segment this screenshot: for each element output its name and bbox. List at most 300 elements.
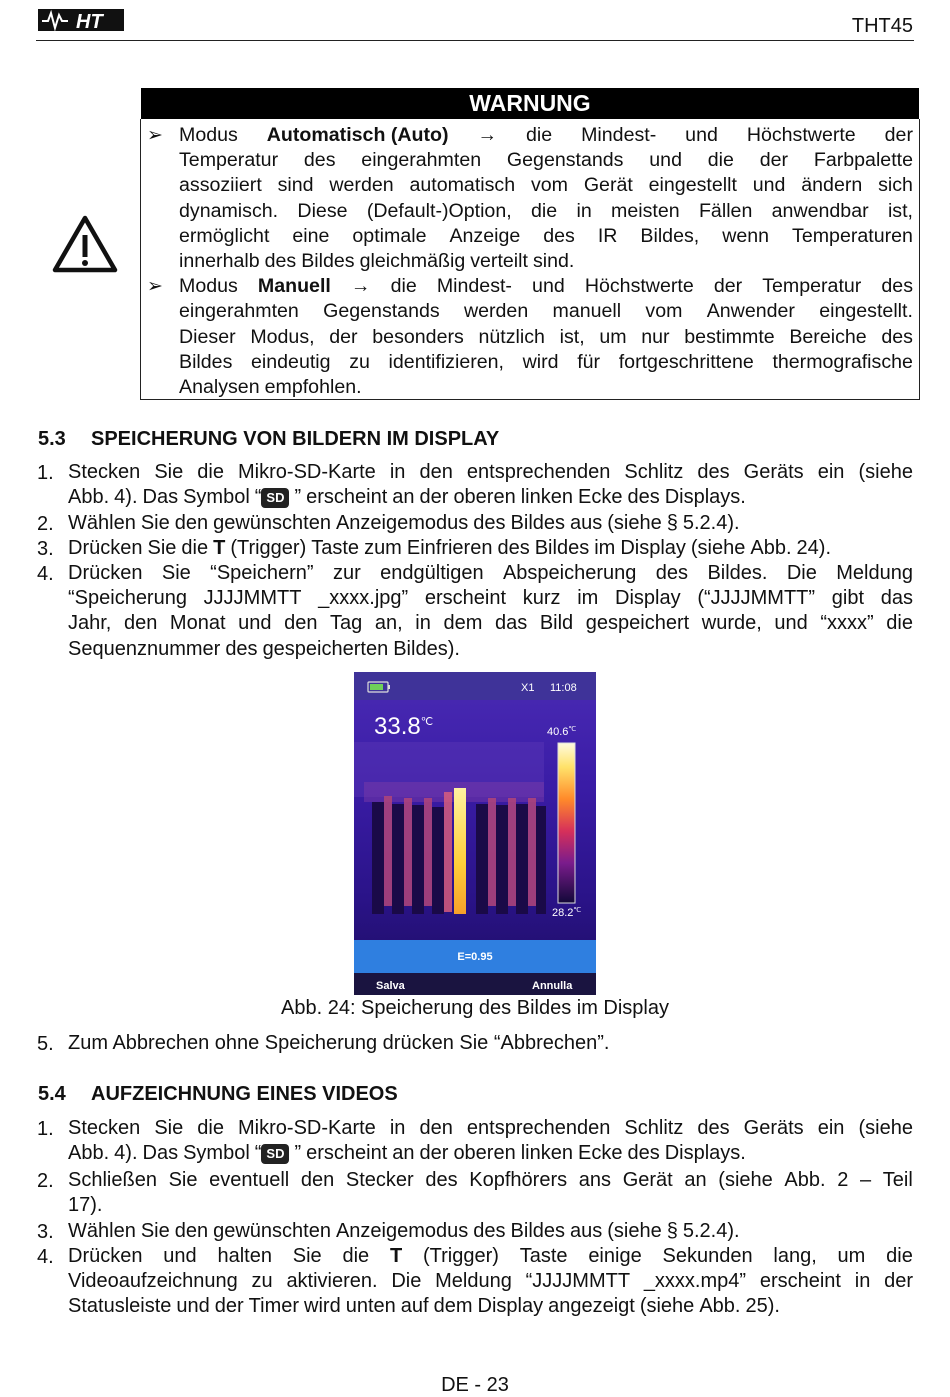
list-item-number: 2. [37,513,54,535]
word: Anzeigemodus [335,512,469,534]
word: dem [433,1295,473,1318]
section-heading-5-4 [38,1083,398,1106]
word: 4). [114,1142,138,1165]
word: Das [142,1142,179,1165]
word: Symbol [183,486,250,509]
word: Drücken [68,1245,143,1267]
word: Schlitz [624,461,684,483]
word: des [627,486,660,509]
word: T [389,1245,403,1267]
word: 25). [745,1295,780,1318]
word: des [425,1169,458,1191]
word: wird [522,350,559,373]
word: um [837,1245,866,1267]
word: verteilt [470,250,528,272]
warning-title: WARNUNG [141,88,919,119]
word: Wählen [68,1220,136,1242]
word: fortgeschrittene [618,350,754,373]
word: Farbpalette [813,149,913,172]
word: “ SD ” [254,1142,302,1165]
section-number: 5.3 [38,428,66,450]
word: Abb. [784,1169,826,1191]
word: Fällen [698,199,753,222]
word: 5.2.4). [682,512,740,534]
word: des [697,1117,730,1139]
word: Jahr, [68,612,112,635]
word: Das [142,486,179,509]
word: “ SD ” [254,486,302,509]
word: wurde, [701,612,762,635]
list-item-number: 1. [37,1118,54,1140]
word: um [599,325,627,348]
word: Bildes [301,250,355,272]
word: optimale [352,224,427,247]
word: für [577,350,601,373]
word: und [685,124,718,146]
word: nur [641,325,670,348]
word: Displays. [664,486,746,509]
word: Modus, [250,325,315,348]
word: Modus [179,275,238,298]
word: Geräts [743,1117,804,1139]
warning-line [179,199,913,224]
word: den [419,461,453,483]
word: angezeigt [548,1295,635,1318]
emissivity-readout: E=0.95 [457,951,493,963]
word: (“JJJJMMTT” [697,587,816,610]
word: ein [817,1117,845,1139]
list-item-line [68,1244,913,1269]
word: wird [304,1295,341,1318]
word: (siehe [690,537,746,559]
word: § [666,1220,678,1242]
word: einige [588,1245,642,1267]
list-item-number: 5. [37,1033,54,1055]
word: eingerahmten [179,300,299,323]
word: vom [645,300,683,323]
word: in [854,1270,871,1293]
word: Gegenstands [323,300,440,323]
clock: 11:08 [550,682,577,694]
word: das [494,612,528,635]
word: ermöglicht [179,224,270,247]
word: gibt [831,587,865,610]
list-item-line [68,460,913,485]
word: die [526,124,553,146]
list-item-line [68,1294,913,1319]
word: 24). [796,537,831,559]
word: den [419,1117,453,1139]
word: zu [251,1270,273,1293]
word: den [300,1169,335,1191]
logo-text: HT [76,11,103,33]
word: (siehe [718,1169,773,1191]
word: des [473,1220,506,1242]
word: zum [364,537,402,559]
word: und [649,149,682,172]
word: Diese [297,199,348,222]
word: der [419,486,449,509]
word: Dieser [179,325,236,348]
word: → [477,124,498,146]
word: linken [520,1142,573,1165]
list-item-line [68,536,913,561]
word: Taste [519,1245,568,1267]
word: Sie [292,1245,322,1267]
word: Abb. [750,537,792,559]
word: Drücken [68,562,143,584]
word: assoziiert [179,174,262,197]
word: aus [570,512,603,534]
word: sich [878,174,913,197]
warning-line [179,249,913,274]
word: identifizieren, [388,350,504,373]
warning-line [179,299,913,324]
word: Schlitz [624,1117,684,1139]
word: des [264,250,297,272]
list-item-number: 2. [37,1170,54,1192]
list-item-number: 4. [37,1246,54,1268]
word: entsprechenden [466,1117,611,1139]
word: Schließen [68,1169,157,1191]
scale-max-label: 40.6℃ [547,726,577,738]
word: Gegenstands [506,149,624,172]
warning-triangle-icon [52,215,118,273]
word: Displays. [664,1142,746,1165]
list-item-number: 1. [37,462,54,484]
word: endgültigen [380,562,484,584]
word: Meldung [836,562,913,584]
cancel-softkey: Annulla [532,980,573,992]
word: eingerahmten [361,149,482,172]
word: 5.2.4). [682,1220,740,1242]
word: werden [463,300,529,323]
word: Bildes, [640,224,700,247]
arrow-bullet-icon: ➢ [147,276,163,298]
word: und [176,1295,210,1318]
word: Bildes). [393,637,460,660]
word: wenn [722,224,770,247]
word: Bildes [179,350,233,373]
word: Timer [248,1295,300,1318]
word: (Trigger) [422,1245,499,1267]
word: der [884,1270,913,1293]
word: Abb. [68,486,110,509]
word: JJJJMMTT [203,587,302,610]
list-item-line [68,511,913,536]
word: Abb. [699,1295,741,1318]
word: das [880,587,913,610]
word: die [390,275,417,298]
list-item-line [68,1141,913,1166]
word: nützlich [478,325,545,348]
word: Temperaturen [792,224,913,247]
word: (siehe [639,1295,695,1318]
word: Wählen [68,512,136,534]
word: Geräts [743,461,804,483]
word: Anzeigemodus [335,1220,469,1242]
word: gleichmäßig [359,250,466,272]
list-item-line [68,611,913,636]
word: Die [786,562,817,584]
word: Sie [140,512,170,534]
word: ist, [559,325,585,348]
word: vom [530,174,568,197]
word: Stecken [68,461,141,483]
zoom-readout: X1 [521,682,535,694]
word: thermografische [772,350,913,373]
word: gewünschten [213,1220,331,1242]
list-item-line [68,561,913,586]
word: halten [217,1245,272,1267]
word: Mindest- [581,124,657,146]
word: Sie [154,461,184,483]
word: Anzeige [449,224,521,247]
word: des [497,537,530,559]
word: (Default-)Option, [366,199,512,222]
document-id: THT45 [851,15,913,37]
word: Symbol [183,1142,250,1165]
word: erscheint [306,486,388,509]
header-rule [36,40,914,41]
word: Einfrieren [406,537,493,559]
word: der [759,149,789,172]
word: Stecker [345,1169,414,1191]
word: Monat [169,612,226,635]
word: entsprechenden [466,461,611,483]
word: des [225,637,258,660]
word: die [181,537,209,559]
word: oberen [453,1142,516,1165]
word: im [594,537,616,559]
word: des [697,461,730,483]
word: und [532,275,565,298]
word: “Speicherung [68,587,187,610]
word: eventuell [209,1169,290,1191]
word: den [174,1220,209,1242]
word: automatisch [409,174,516,197]
word: 2 [837,1169,849,1191]
word: der [214,1295,244,1318]
word: linken [520,486,573,509]
word: eine [292,224,330,247]
word: Bildes [510,1220,566,1242]
word: an [392,486,415,509]
word: der [884,124,913,146]
section-number: 5.4 [38,1083,66,1105]
word: Statusleiste [68,1295,172,1318]
word: aus [570,1220,603,1242]
page-number: DE - 23 [441,1374,509,1396]
warning-line [179,325,913,350]
word: die [531,199,558,222]
word: ändern [801,174,863,197]
word: dem [443,612,483,635]
word: erscheint [306,1142,388,1165]
word: des [473,512,506,534]
word: Temperatur [179,149,279,172]
word: (siehe [607,1220,662,1242]
word: der [329,325,358,348]
word: Automatisch (Auto) [266,124,449,146]
word: des [627,1142,660,1165]
word: den [174,512,209,534]
sd-card-icon: SD [261,488,289,508]
word: “xxxx” [820,612,874,635]
word: Die [391,1270,422,1293]
word: _xxxx.jpg” [318,587,409,610]
word: empfohlen. [264,376,362,398]
word: der [419,1142,449,1165]
word: Sie [154,1117,184,1139]
word: sind. [532,250,575,272]
word: Display [620,537,686,559]
list-item-line [68,637,913,662]
word: IR [597,224,618,247]
word: _xxxx.mp4” [643,1270,747,1293]
section-title: AUFZEICHNUNG EINES VIDEOS [91,1083,398,1105]
color-scale-bar [558,743,575,903]
word: Sie [168,1169,198,1191]
warning-line [179,274,913,299]
word: Bildes [534,537,590,559]
word: Anwender [706,300,795,323]
word: Display [615,587,681,610]
word: Bereiche [789,325,867,348]
word: oberen [453,486,516,509]
save-softkey: Salva [376,980,405,992]
word: erscheint [759,1270,841,1293]
word: gespeichert [585,612,690,635]
word: Stecken [68,1117,141,1139]
word: und [163,1245,197,1267]
section-title: SPEICHERUNG VON BILDERN IM DISPLAY [91,428,500,450]
word: Kopfhörers [469,1169,568,1191]
word: Ecke [577,1142,623,1165]
figure-caption: Abb. 24: Speicherung des Bildes im Display [281,997,669,1019]
word: und [774,612,808,635]
word: Bildes. [707,562,768,584]
word: auf [400,1295,429,1318]
word: meisten [611,199,680,222]
word: – [860,1169,872,1191]
word: in [389,461,406,483]
word: “JJJJMMTT [525,1270,631,1293]
list-item-line [68,1116,913,1141]
list-item-line [68,586,913,611]
word: T [213,537,226,559]
word: des [655,562,689,584]
thermal-camera-screenshot [354,672,596,995]
warning-line [179,173,913,198]
word: (Trigger) [230,537,307,559]
word: Sie [140,1220,170,1242]
word: Display [477,1295,544,1318]
word: gewünschten [213,512,331,534]
scale-min-label: 28.2℃ [552,907,582,919]
word: Sequenznummer [68,637,221,660]
list-item-line [68,1193,913,1218]
warning-line [179,375,913,400]
word: Sekunden [662,1245,753,1267]
word: die [707,149,734,172]
word: werden [329,174,394,197]
list-item-text: Zum Abbrechen ohne Speicherung drücken Sie “Abbrechen”. [68,1032,610,1054]
list-item-line [68,485,913,510]
word: des [303,149,336,172]
word: Abspeicherung [502,562,637,584]
word: Höchstwerte [584,275,694,298]
list-item-line [68,1168,913,1193]
word: Temperatur [762,275,862,298]
word: Manuell [257,275,331,298]
word: Teil [882,1169,913,1191]
word: Bild [539,612,574,635]
word: Ecke [577,486,623,509]
warning-line [179,123,913,148]
word: zu [349,350,370,373]
word: Meldung [435,1270,512,1293]
word: Gerät [583,174,633,197]
list-item-number: 4. [37,563,54,585]
word: aktivieren. [286,1270,378,1293]
word: des [543,224,575,247]
word: dynamisch. [179,199,279,222]
word: (siehe [858,461,913,483]
word: den [123,612,158,635]
warning-line [179,224,913,249]
word: erscheint [424,587,507,610]
word: an [392,1142,415,1165]
word: besonders [372,325,464,348]
section-heading-5-3 [38,428,499,451]
word: in [389,1117,406,1139]
word: des [881,325,913,348]
word: lang, [773,1245,817,1267]
word: Taste [311,537,360,559]
word: Höchstwerte [746,124,856,146]
word: und [238,612,272,635]
word: Gerät [622,1169,673,1191]
word: eindeutig [251,350,331,373]
word: (siehe [607,512,662,534]
word: Mikro-SD-Karte [238,1117,376,1139]
word: eingestellt. [819,300,913,323]
word: Tag [330,612,363,635]
word: 17). [68,1194,103,1217]
word: Modus [179,124,238,146]
word: die [197,1117,224,1139]
word: Mindest- [436,275,512,298]
word: unten [345,1295,396,1318]
word: die [886,1245,913,1267]
word: ein [817,461,845,483]
word: an [684,1169,707,1191]
word: in [576,199,592,222]
word: Sie [147,537,177,559]
list-item-number: 3. [37,538,54,560]
word: bestimmte [684,325,775,348]
word: an, [374,612,403,635]
list-item-line [68,1269,913,1294]
list-item-number: 3. [37,1221,54,1243]
warning-line [179,350,913,375]
word: gespeicherten [262,637,389,660]
word: den [284,612,318,635]
word: die [886,612,913,635]
word: und [752,174,786,197]
center-temperature: 33.8℃ [374,713,434,740]
